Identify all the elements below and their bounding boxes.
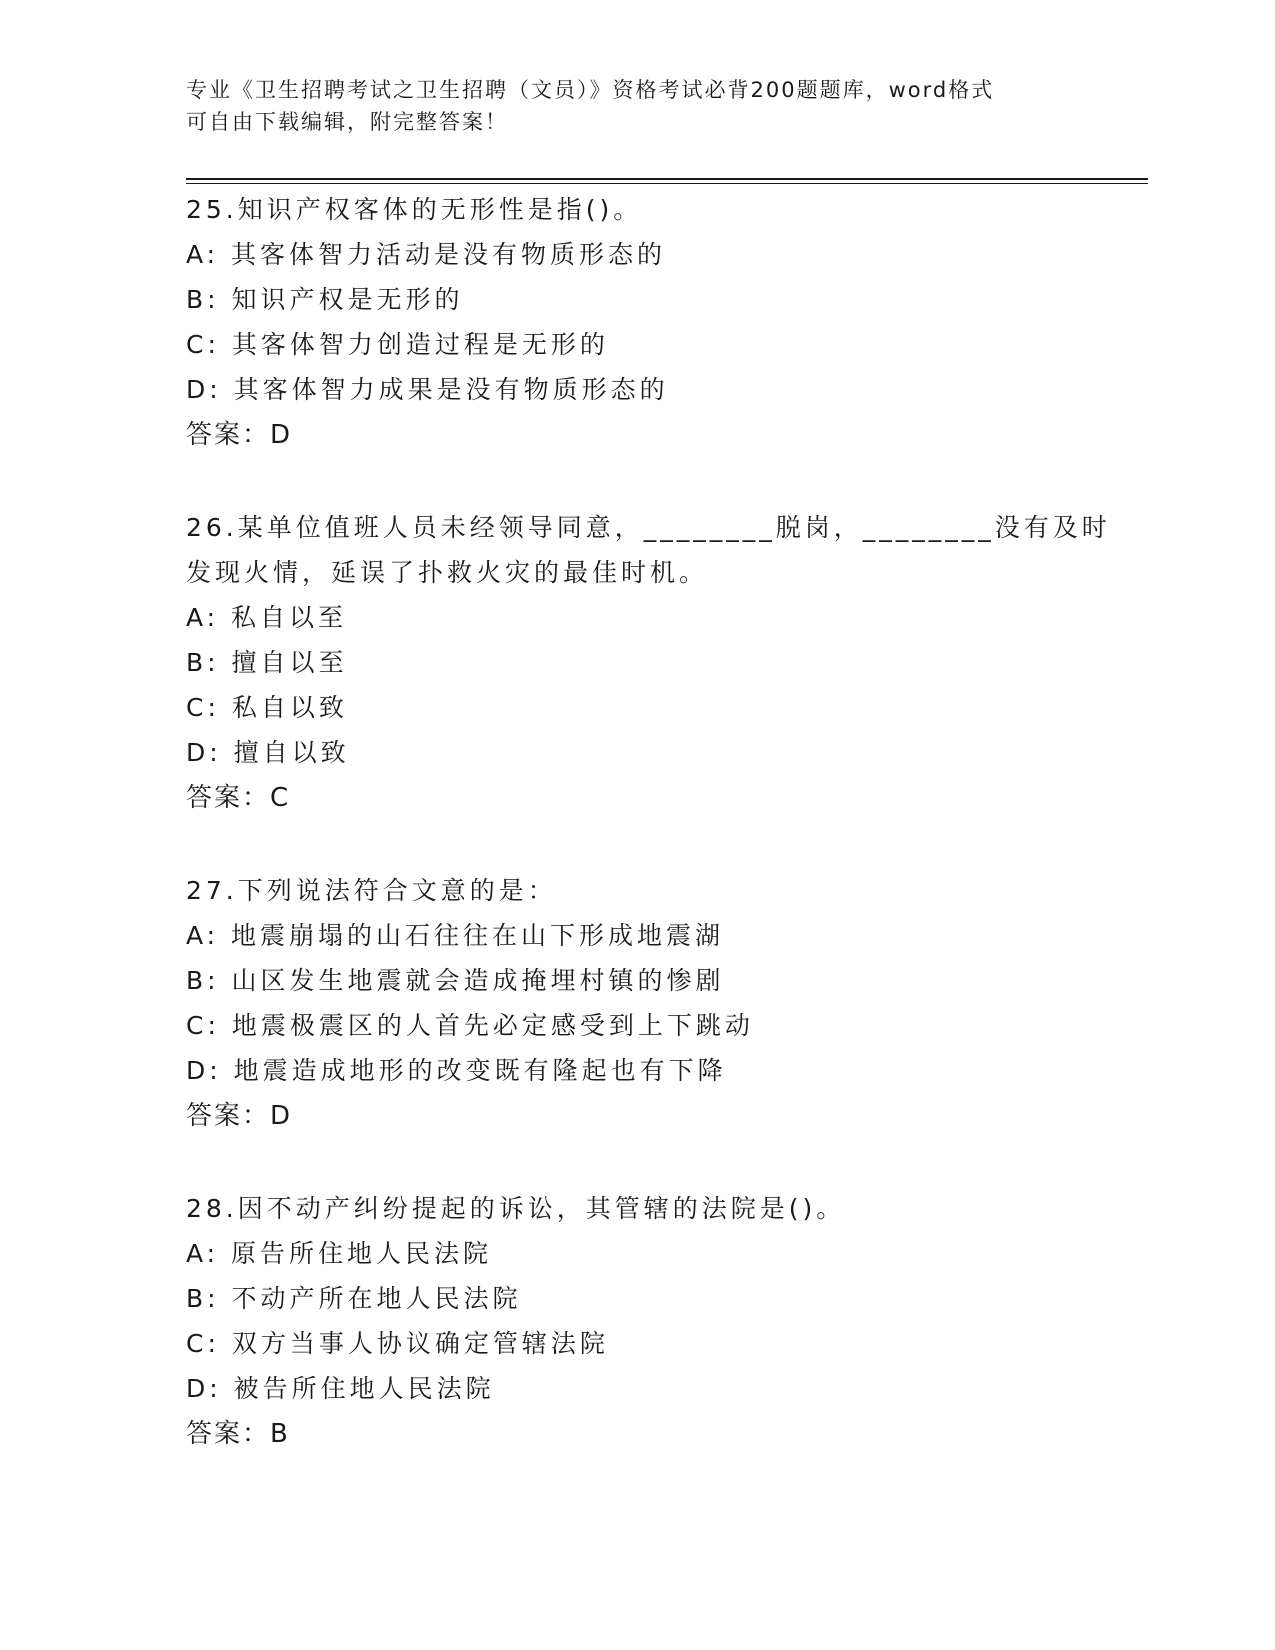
option-c: C: 其客体智力创造过程是无形的 <box>186 330 609 359</box>
option-a: A: 原告所住地人民法院 <box>186 1239 493 1268</box>
option-a: A: 私自以至 <box>186 603 348 632</box>
option-c: C: 地震极震区的人首先必定感受到上下跳动 <box>186 1011 754 1040</box>
option-b: B: 不动产所在地人民法院 <box>186 1284 522 1313</box>
option-b: B: 擅自以至 <box>186 648 348 677</box>
option-c: C: 私自以致 <box>186 693 348 722</box>
question-stem: 25.知识产权客体的无形性是指()。 <box>186 195 643 224</box>
answer-label: 答案：B <box>186 1419 290 1449</box>
option-a: A: 地震崩塌的山石往往在山下形成地震湖 <box>186 921 725 950</box>
option-d: D: 被告所住地人民法院 <box>186 1374 495 1403</box>
header-line-1: 专业《卫生招聘考试之卫生招聘（文员）》资格考试必背200题题库，word格式 <box>186 78 995 102</box>
option-d: D: 地震造成地形的改变既有隆起也有下降 <box>186 1056 727 1085</box>
option-b: B: 知识产权是无形的 <box>186 285 464 314</box>
question-stem-line-2: 发现火情，延误了扑救火灾的最佳时机。 <box>186 558 709 587</box>
document-header <box>186 74 1066 138</box>
option-a: A: 其客体智力活动是没有物质形态的 <box>186 240 667 269</box>
question-26 <box>186 505 1111 821</box>
answer-label: 答案：D <box>186 420 293 450</box>
option-d: D: 擅自以致 <box>186 738 350 767</box>
option-d: D: 其客体智力成果是没有物质形态的 <box>186 375 669 404</box>
answer-label: 答案：D <box>186 1101 293 1131</box>
question-27 <box>186 868 1086 1139</box>
question-stem-line-1: 26.某单位值班人员未经领导同意，________脱岗，________没有及时 <box>186 513 1111 542</box>
option-b: B: 山区发生地震就会造成掩埋村镇的惨剧 <box>186 966 725 995</box>
answer-label: 答案：C <box>186 783 291 813</box>
option-c: C: 双方当事人协议确定管辖法院 <box>186 1329 609 1358</box>
header-divider-thin <box>186 183 1148 184</box>
question-28 <box>186 1186 1086 1457</box>
header-line-2: 可自由下载编辑，附完整答案！ <box>186 110 508 134</box>
question-25 <box>186 187 1086 458</box>
header-divider-thick <box>186 178 1148 180</box>
question-stem: 27.下列说法符合文意的是： <box>186 876 557 905</box>
question-stem: 28.因不动产纠纷提起的诉讼，其管辖的法院是()。 <box>186 1194 846 1223</box>
